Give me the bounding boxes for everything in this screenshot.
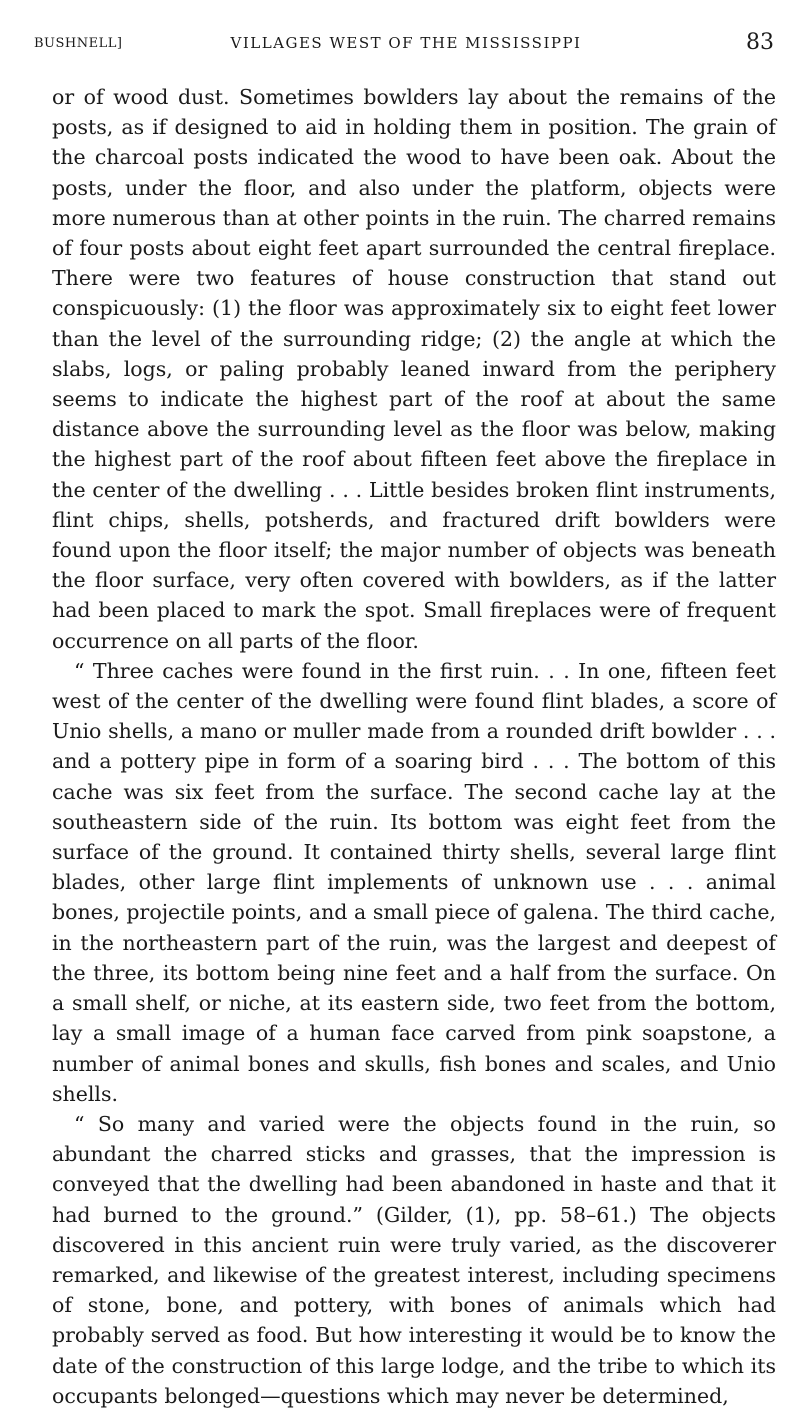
author-running-head: BUSHNELL] <box>34 36 123 51</box>
paragraph-continued: or of wood dust. Sometimes bowlders lay about the remains of the posts, as if designed to aid in holding them in position. The grain of the charcoal posts indicated the wood to have been oak. About the posts, under the floor, and also under the platform, objects were more numerous than at other points in the ruin. The charred remains of four posts about eight feet apart surrounded the central fireplace. There were two features of house construction that stand out conspicuously: (1) the floor was approximately six to eight feet lower than the level of the surrounding ridge; (2) the angle at which the slabs, logs, or paling probably leaned inward from the periphery seems to indicate the highest part of the roof at about the same distance above the surrounding level as the floor was below, making the highest part of the roof about fifteen feet above the fireplace in the center of the dwelling . . . Little besides broken flint instruments, flint chips, shells, potsherds, and fractured drift bowlders were found upon the floor itself; the major number of objects was beneath the floor surface, very often covered with bowlders, as if the latter had been placed to mark the spot. Small fireplaces were of frequent occurrence on all parts of the floor. <box>52 85 776 653</box>
running-header <box>34 30 778 64</box>
paragraph-caches: “ Three caches were found in the first ruin. . . In one, fifteen feet west of the center of the dwelling were found flint blades, a score of Unio shells, a mano or muller made from a rounded drift bowlder . . . and a pottery pipe in form of a soaring bird . . . The bottom of this cache was six feet from the surface. The second cache lay at the southeastern side of the ruin. Its bottom was eight feet from the surface of the ground. It contained thirty shells, several large flint blades, other large flint implements of unknown use . . . animal bones, projectile points, and a small piece of galena. The third cache, in the northeastern part of the ruin, was the largest and deepest of the three, its bottom being nine feet and a half from the surface. On a small shelf, or niche, at its eastern side, two feet from the bottom, lay a small image of a human face carved from pink soapstone, a number of animal bones and skulls, fish bones and scales, and Unio shells. <box>52 658 776 1106</box>
body-text <box>52 82 776 1411</box>
paragraph-objects: “ So many and varied were the objects found in the ruin, so abundant the charred sticks and grasses, that the impression is conveyed that the dwelling had been abandoned in haste and that it had burned to the ground.” (Gilder, (1), pp. 58–61.) The objects discovered in this ancient ruin were truly varied, as the discoverer remarked, and likewise of the greatest interest, including specimens of stone, bone, and pottery, with bones of animals which had probably served as food. But how interesting it would be to know the date of the construction of this large lodge, and the tribe to which its occupants belonged—questions which may never be determined, <box>52 1111 776 1408</box>
title-running-head: VILLAGES WEST OF THE MISSISSIPPI <box>230 34 582 52</box>
page-number: 83 <box>746 30 774 55</box>
